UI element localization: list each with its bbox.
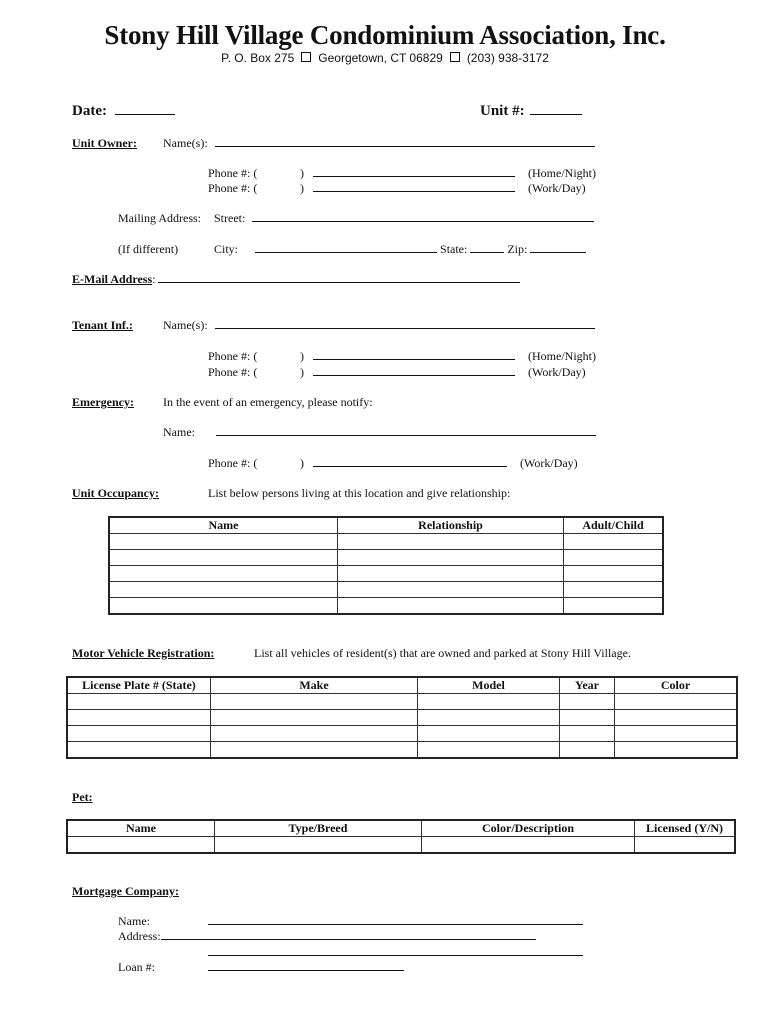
table-cell[interactable] [615, 710, 738, 726]
table-cell[interactable] [422, 837, 635, 854]
emergency-name-label: Name: [163, 425, 195, 439]
table-cell[interactable] [211, 710, 418, 726]
table-cell[interactable] [564, 566, 664, 582]
table-cell[interactable] [338, 598, 564, 615]
table-cell[interactable] [560, 694, 615, 710]
owner-names-input[interactable] [215, 136, 595, 147]
city-label: City: [214, 242, 239, 256]
phone-label: Phone #: [208, 166, 251, 180]
mortgage-name-label: Name: [118, 914, 150, 928]
tenant-phone-home-field: Phone #: ( [208, 349, 258, 363]
tenant-names-input[interactable] [215, 318, 595, 329]
email-label: E-Mail Address [72, 272, 153, 286]
table-cell[interactable] [615, 726, 738, 742]
table-cell[interactable] [564, 550, 664, 566]
email-input[interactable] [158, 272, 520, 283]
emergency-phone-line: ) [300, 456, 507, 471]
bullet-square-icon [301, 52, 311, 62]
mortgage-name-input[interactable] [208, 914, 583, 925]
table-cell[interactable] [418, 742, 560, 759]
owner-phone-home-field: Phone #: ( [208, 166, 258, 180]
table-cell[interactable] [338, 534, 564, 550]
date-input[interactable] [115, 104, 175, 115]
table-cell[interactable] [418, 726, 560, 742]
zip-input[interactable] [530, 242, 586, 253]
table-cell[interactable] [109, 534, 338, 550]
work-day-label: (Work/Day) [528, 181, 586, 195]
table-row [67, 710, 737, 726]
table-row [67, 837, 735, 854]
table-row [109, 566, 663, 582]
tenant-heading: Tenant Inf.: [72, 318, 133, 332]
table-row [67, 742, 737, 759]
emergency-work-day-label: (Work/Day) [520, 456, 578, 470]
table-row [109, 598, 663, 615]
table-row [67, 726, 737, 742]
mortgage-heading: Mortgage Company: [72, 884, 179, 898]
table-cell[interactable] [615, 694, 738, 710]
loan-number-input[interactable] [208, 960, 404, 971]
table-cell[interactable] [215, 837, 422, 854]
table-cell[interactable] [109, 582, 338, 598]
tenant-home-night-label: (Home/Night) [528, 349, 596, 363]
owner-names-field [163, 136, 595, 151]
association-address [0, 51, 770, 65]
column-header: Year [560, 677, 615, 694]
mortgage-address-label: Address: [118, 929, 161, 943]
bullet-square-icon [450, 52, 460, 62]
table-cell[interactable] [109, 550, 338, 566]
mortgage-address-input-2[interactable] [208, 945, 583, 956]
owner-phone-home-line: ) [300, 166, 515, 181]
table-cell[interactable] [109, 598, 338, 615]
mortgage-address-input[interactable] [161, 929, 536, 940]
street-label: Street: [214, 211, 246, 225]
column-header: Name [67, 820, 215, 837]
column-header: Adult/Child [564, 517, 664, 534]
if-different-label: (If different) [118, 242, 179, 256]
table-row [109, 534, 663, 550]
tenant-names-field: Name(s): [163, 318, 595, 333]
emergency-phone-field: Phone #: ( [208, 456, 258, 470]
column-header: Color [615, 677, 738, 694]
table-cell[interactable] [211, 726, 418, 742]
table-cell[interactable] [615, 742, 738, 759]
zip-label: Zip: [507, 242, 528, 256]
table-cell[interactable] [338, 550, 564, 566]
owner-phone-work-field: Phone #: ( [208, 181, 258, 195]
street-input[interactable] [252, 211, 594, 222]
owner-phone-work-input[interactable] [313, 181, 515, 192]
column-header: Relationship [338, 517, 564, 534]
mortgage-address-line-2 [208, 945, 583, 960]
phone-number: (203) 938-3172 [466, 51, 549, 65]
po-box: P. O. Box 275 [221, 51, 295, 65]
table-header-row [109, 517, 663, 534]
table-cell[interactable] [418, 710, 560, 726]
table-cell[interactable] [67, 742, 211, 759]
mortgage-name-line [208, 914, 583, 929]
unit-label: Unit #: [480, 103, 525, 119]
column-header: Type/Breed [215, 820, 422, 837]
emergency-phone-input[interactable] [313, 456, 507, 467]
city-state-zip: Georgetown, CT 06829 [318, 51, 443, 65]
page-title: Stony Hill Village Condominium Association, Inc. [104, 20, 666, 50]
occupancy-instructions: List below persons living at this location and give relationship: [208, 486, 511, 500]
state-input[interactable] [470, 242, 504, 253]
table-cell[interactable] [560, 710, 615, 726]
city-input[interactable] [255, 242, 437, 253]
occupancy-table [108, 516, 664, 615]
mailing-address-label: Mailing Address: [118, 211, 201, 225]
table-cell[interactable] [564, 582, 664, 598]
column-header: Color/Description [422, 820, 635, 837]
table-row [109, 550, 663, 566]
home-night-label: (Home/Night) [528, 166, 596, 180]
pet-table [66, 819, 736, 854]
city-field [214, 242, 586, 257]
column-header: Licensed (Y/N) [635, 820, 736, 837]
emergency-name-input[interactable] [216, 425, 596, 436]
table-cell[interactable] [560, 726, 615, 742]
unit-owner-heading: Unit Owner: [72, 136, 137, 150]
loan-number-line [208, 960, 404, 975]
table-cell[interactable] [211, 694, 418, 710]
tenant-phone-home-line: ) [300, 349, 515, 364]
unit-field [480, 103, 582, 120]
motor-vehicle-heading: Motor Vehicle Registration: [72, 646, 215, 660]
vehicle-instructions: List all vehicles of resident(s) that are owned and parked at Stony Hill Village. [254, 646, 631, 660]
table-header-row [67, 677, 737, 694]
table-cell[interactable] [564, 534, 664, 550]
table-cell[interactable] [418, 694, 560, 710]
column-header: Model [418, 677, 560, 694]
tenant-phone-work-input[interactable] [313, 365, 515, 376]
unit-occupancy-heading: Unit Occupancy: [72, 486, 160, 500]
pet-heading: Pet: [72, 790, 93, 804]
table-header-row [67, 820, 735, 837]
date-label: Date: [72, 103, 107, 119]
table-cell[interactable] [109, 566, 338, 582]
table-cell[interactable] [635, 837, 736, 854]
emergency-notify-text: In the event of an emergency, please notify: [163, 395, 373, 409]
tenant-phone-work-field: Phone #: ( [208, 365, 258, 379]
loan-number-label: Loan #: [118, 960, 155, 974]
table-cell[interactable] [67, 694, 211, 710]
owner-phone-work-line: ) [300, 181, 515, 196]
table-cell[interactable] [564, 598, 664, 615]
unit-input[interactable] [530, 104, 582, 115]
table-cell[interactable] [67, 726, 211, 742]
emergency-name-field [163, 425, 596, 440]
emergency-heading: Emergency: [72, 395, 134, 409]
column-header: License Plate # (State) [67, 677, 211, 694]
table-row [109, 582, 663, 598]
table-cell[interactable] [560, 742, 615, 759]
table-cell[interactable] [338, 582, 564, 598]
table-cell[interactable] [67, 837, 215, 854]
owner-phone-home-input[interactable] [313, 166, 515, 177]
tenant-phone-home-input[interactable] [313, 349, 515, 360]
tenant-phone-work-line: ) [300, 365, 515, 380]
table-cell[interactable] [67, 710, 211, 726]
date-field [72, 103, 175, 120]
owner-names-label: Name(s): [163, 136, 208, 150]
email-field: E-Mail Address: [72, 272, 520, 287]
column-header: Make [211, 677, 418, 694]
state-label: State: [440, 242, 468, 256]
table-cell[interactable] [338, 566, 564, 582]
vehicle-table [66, 676, 738, 759]
column-header: Name [109, 517, 338, 534]
street-field [214, 211, 594, 226]
mortgage-address-field [118, 929, 536, 944]
tenant-work-day-label: (Work/Day) [528, 365, 586, 379]
table-row [67, 694, 737, 710]
table-cell[interactable] [211, 742, 418, 759]
